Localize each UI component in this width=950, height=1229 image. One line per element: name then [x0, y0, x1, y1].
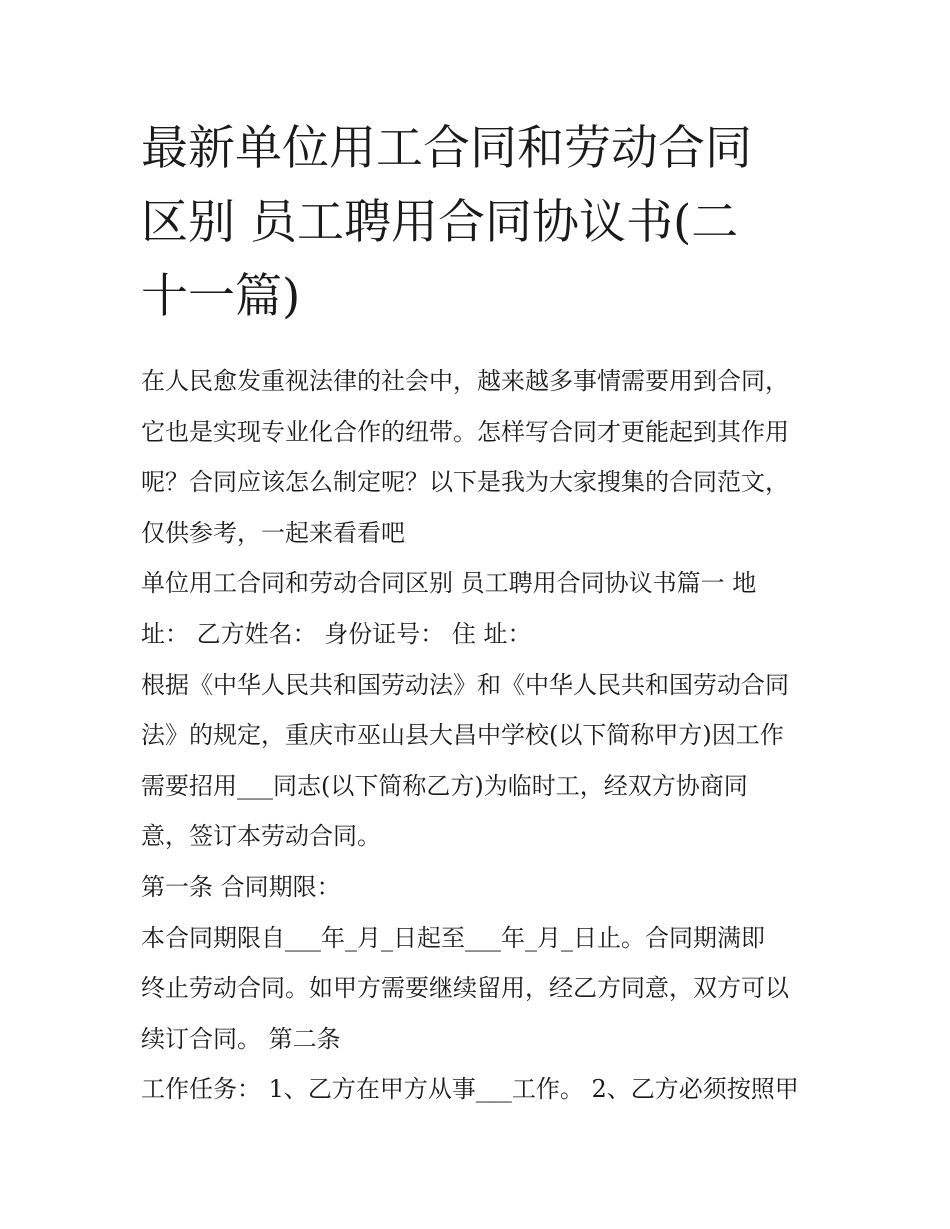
- body-line: 续订合同。 第二条: [141, 1024, 341, 1053]
- body-line: 需要招用___同志(以下简称乙方)为临时工，经双方协商同: [141, 771, 748, 800]
- title-line: 十一篇): [141, 269, 301, 324]
- body-line: 址： 乙方姓名： 身份证号： 住 址：: [141, 619, 532, 648]
- body-line: 它也是实现专业化合作的纽带。怎样写合同才更能起到其作用: [141, 417, 789, 446]
- title-line: 区别 员工聘用合同协议书(二: [141, 195, 739, 250]
- body-line: 根据《中华人民共和国劳动法》和《中华人民共和国劳动合同: [141, 670, 789, 699]
- body-line: 终止劳动合同。如甲方需要继续留用，经乙方同意，双方可以: [141, 974, 789, 1003]
- body-line: 意，签订本劳动合同。: [141, 822, 381, 851]
- body-line: 在人民愈发重视法律的社会中，越来越多事情需要用到合同，: [141, 367, 789, 395]
- document-title: [141, 112, 821, 334]
- body-line: 本合同期限自___年_月_日起至___年_月_日止。合同期满即: [141, 923, 765, 952]
- title-line: 最新单位用工合同和劳动合同: [141, 121, 752, 176]
- section-heading-line: 单位用工合同和劳动合同区别 员工聘用合同协议书篇一 地: [141, 569, 757, 598]
- body-line: 仅供参考，一起来看看吧: [141, 518, 405, 547]
- body-line: 工作任务： 1、乙方在甲方从事___工作。 2、乙方必须按照甲: [141, 1075, 799, 1104]
- clause-heading-line: 第一条 合同期限：: [141, 872, 341, 901]
- document-body: [141, 356, 821, 1115]
- body-line: 呢？合同应该怎么制定呢？以下是我为大家搜集的合同范文，: [141, 468, 789, 497]
- body-line: 法》的规定，重庆市巫山县大昌中学校(以下简称甲方)因工作: [141, 721, 784, 750]
